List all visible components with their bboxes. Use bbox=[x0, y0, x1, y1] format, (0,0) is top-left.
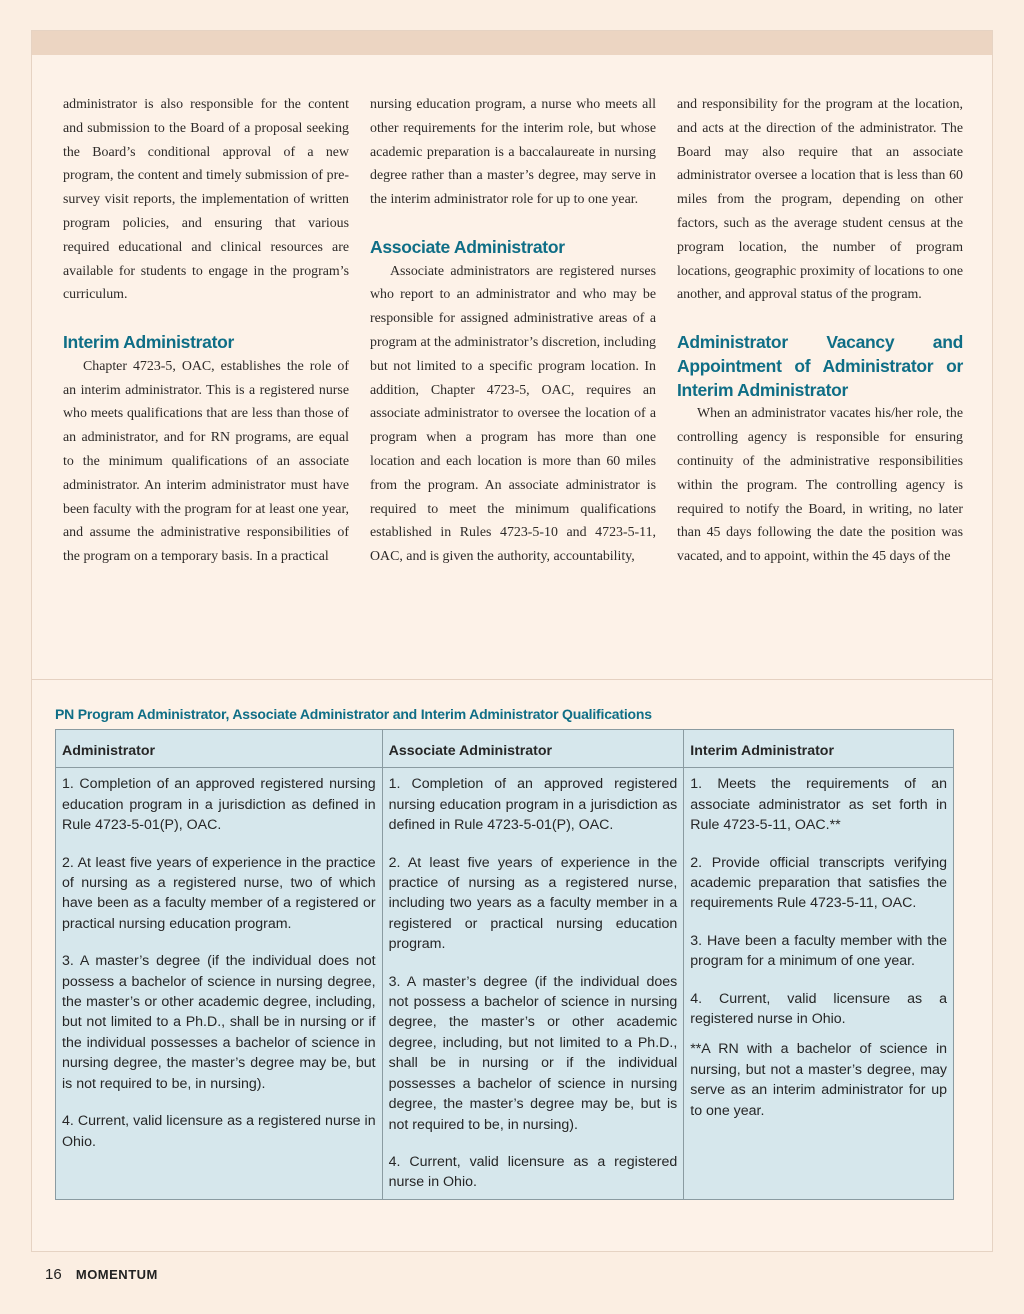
table-row bbox=[56, 768, 954, 1199]
heading-interim-administrator: Interim Administrator bbox=[63, 331, 234, 352]
administrator-req-2: 2. At least five years of experience in the practice of nursing as a registered nurse, two of which have been as a faculty member of a registered or practical nursing education program. bbox=[62, 854, 376, 932]
column-3 bbox=[677, 93, 963, 569]
header-associate-administrator: Associate Administrator bbox=[382, 730, 684, 768]
col3-paragraph-1: and responsibility for the program at the location, and acts at the direction of the administrator. The Board may also require that an associate administrator oversee a location that is less than 60 miles from the program, depending on other factors, such as the average student census at the program location, the number of program locations, geographic proximity of locations to one another, and approval status of the program. bbox=[677, 97, 963, 303]
cell-associate-administrator bbox=[382, 768, 684, 1199]
associate-req-2: 2. At least five years of experience in the practice of nursing as a registered nurse, including two years as a faculty member in a registered or practical nursing education program. bbox=[388, 854, 678, 953]
col1-paragraph-1: administrator is also responsible for the content and submission to the Board of a proposal seeking the Board’s conditional approval of a new program, the content and timely submission of pre-survey visit reports, the implementation of written program policies, and ensuring that various required educational and clinical resources are available for students to engage in the program’s curriculum. bbox=[63, 97, 349, 303]
page-footer bbox=[45, 1266, 158, 1283]
page-frame bbox=[31, 30, 993, 1252]
interim-req-2: 2. Provide official transcripts verifying academic preparation that satisfies the requirements Rule 4723-5-11, OAC. bbox=[690, 854, 947, 912]
associate-req-3: 3. A master’s degree (if the individual does not possess a bachelor of science in nursing degree, the master’s or other academic degree, including, but not limited to a Ph.D., shall be in nursing or if the individual possesses a bachelor of science in nursing degree, the master’s degree may be, but is not required to be, in nursing). bbox=[388, 973, 678, 1133]
associate-req-1: 1. Completion of an approved registered nursing education program in a jurisdiction as defined in Rule 4723-5-01(P), OAC. bbox=[388, 776, 678, 834]
heading-associate-administrator: Associate Administrator bbox=[370, 236, 565, 257]
administrator-req-4: 4. Current, valid licensure as a registered nurse in Ohio. bbox=[62, 1113, 376, 1150]
heading-administrator-vacancy: Administrator Vacancy and Appointment of Administrator or Interim Administrator bbox=[677, 331, 963, 400]
associate-req-4: 4. Current, valid licensure as a registered nurse in Ohio. bbox=[388, 1153, 678, 1191]
col3-paragraph-2: When an administrator vacates his/her role, the controlling agency is responsible for ensuring continuity of the administrative responsibilities within the program. The controlling agency is required to notify the Board, in writing, no later than 45 days following the date the position was vacated, and to appoint, within the 45 days of the bbox=[677, 406, 963, 565]
column-2 bbox=[370, 93, 656, 569]
interim-req-4: 4. Current, valid licensure as a registered nurse in Ohio. bbox=[690, 990, 947, 1028]
table-title: PN Program Administrator, Associate Administrator and Interim Administrator Qualifications bbox=[55, 706, 652, 722]
page-number: 16 bbox=[45, 1266, 62, 1283]
col2-paragraph-2: Associate administrators are registered nurses who report to an administrator and who may be responsible for assigned administrative areas of a program at the administrator’s discretion, including but not limited to a specific program location. In addition, Chapter 4723-5, OAC, requires an associate administrator to oversee the location of a program when a program has more than one location and each location is more than 60 miles from the program. An associate administrator is required to meet the minimum qualifications established in Rules 4723-5-10 and 4723-5-11, OAC, and is given the authority, accountability, bbox=[370, 263, 656, 565]
interim-req-1: 1. Meets the requirements of an associate administrator as set forth in Rule 4723-5-11, OAC.** bbox=[690, 776, 947, 834]
top-band bbox=[32, 31, 992, 55]
administrator-req-1: 1. Completion of an approved registered nursing education program in a jurisdiction as defined in Rule 4723-5-01(P), OAC. bbox=[62, 776, 376, 834]
administrator-req-3: 3. A master’s degree (if the individual does not possess a bachelor of science in nursing degree, the master’s or other academic degree, including, but not limited to a Ph.D., shall be in nursing or if the individual possesses a bachelor of science in nursing degree, the master’s degree may be, but is not required to be, in nursing). bbox=[62, 953, 376, 1092]
section-divider bbox=[32, 679, 992, 680]
col2-paragraph-1: nursing education program, a nurse who meets all other requirements for the interim role, but whose academic preparation is a baccalaureate in nursing degree rather than a master’s degree, may serve in the interim administrator role for up to one year. bbox=[370, 97, 656, 208]
header-administrator: Administrator bbox=[56, 730, 383, 768]
col1-paragraph-2: Chapter 4723-5, OAC, establishes the role of an interim administrator. This is a registered nurse who meets qualifications that are less than those of an administrator, and for RN programs, are equal to the minimum qualifications of an associate administrator. An interim administrator must have been faculty with the program for at least one year, and assume the administrative responsibilities of the program on a temporary basis. In a practical bbox=[63, 358, 349, 565]
interim-footnote: **A RN with a bachelor of science in nursing, but not a master’s degree, may serve as an interim administrator for up to one year. bbox=[690, 1041, 947, 1119]
magazine-name: MOMENTUM bbox=[75, 1267, 158, 1282]
column-1 bbox=[63, 93, 349, 569]
header-interim-administrator: Interim Administrator bbox=[684, 730, 954, 768]
qualifications-table bbox=[55, 729, 954, 1200]
article-columns bbox=[63, 93, 963, 569]
interim-req-3: 3. Have been a faculty member with the program for a minimum of one year. bbox=[690, 932, 947, 970]
cell-administrator bbox=[56, 768, 383, 1199]
table-header-row bbox=[56, 730, 954, 768]
cell-interim-administrator bbox=[684, 768, 954, 1199]
